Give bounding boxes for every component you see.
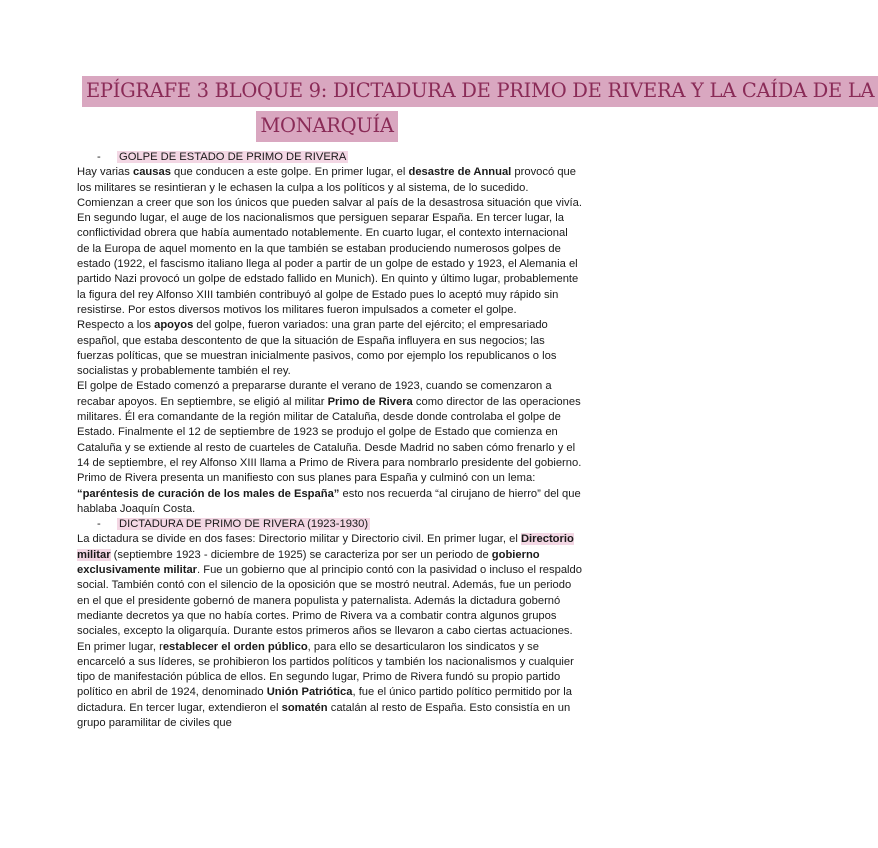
bold-term: Unión Patriótica [266,686,353,699]
text-run: Respecto a los [77,319,155,332]
bullet-dash: - [97,518,101,531]
text-run: El golpe de Estado comenzó a prepararse durante el verano de 1923, cuando se comenzaron a recabar apoyos. En septiembre, se eligió al militar [77,380,552,408]
section-heading-golpe [77,150,582,165]
page-title [82,76,875,146]
title-line-1: EPÍGRAFE 3 BLOQUE 9: DICTADURA DE PRIMO DE RIVERA Y LA CAÍDA DE LA [82,76,878,107]
text-run: La dictadura se divide en dos fases: Directorio militar y Directorio civil. En primer lugar, el [77,533,521,546]
text-run: , fue el único partido político permitido por la dictadura. En tercer lugar, extendieron el [77,686,573,714]
text-run: como director de las operaciones militares. Él era comandante de la región militar de Cataluña, desde donde controlaba el golpe de Estado. Finalmente el 12 de septiembre de 1923 se produjo el golpe de Estado que comienza en Cataluña y se extiende al resto de cuarteles de Cataluña. Desde Madrid no saben cómo frenarlo y el 14 de septiembre, el rey Alfonso XIII llama a Primo de Rivera para nombrarlo presidente del gobierno. Primo de Rivera presenta un manifiesto con sus planes para España y culminó con un lema: [77,395,582,485]
bullet-dash: - [97,151,101,163]
title-line-2: MONARQUÍA [256,111,397,142]
highlighted-term: Directorio militar [77,533,574,561]
bold-term: gobierno exclusivamente militar [77,548,540,577]
text-run: que conducen a este golpe. En primer lugar, el [170,166,409,179]
bold-term: apoyos [154,319,194,332]
document-body [77,150,582,731]
bold-term: Primo de Rivera [327,395,413,408]
text-run: (septiembre 1923 - diciembre de 1925) se caracteriza por ser un periodo de [110,548,492,561]
text-run: Hay varias [77,166,133,179]
text-run: esto nos recuerda “al cirujano de hierro” del que hablaba Joaquín Costa. [77,487,581,515]
section-heading-text: GOLPE DE ESTADO DE PRIMO DE RIVERA [119,151,347,163]
paragraph-preparacion [77,379,582,517]
paragraph-apoyos [77,318,582,379]
bold-term: “paréntesis de curación de los males de España” [77,487,340,500]
bold-term: desastre de Annual [408,166,512,179]
bold-term: causas [132,166,171,179]
paragraph-directorio-militar [77,532,582,731]
bold-term: establecer el orden público [162,640,308,653]
text-run: . Fue un gobierno que al principio contó con la pasividad o incluso el respaldo social. También contó con el silencio de la oposición que se mostró neutral. Además, fue un periodo en el que el presidente gobernó de manera populista y paternalista. Además la dictadura gobernó mediante decretos ya que no había cortes. Primo de Rivera va a combatir contra algunos grupos sociales, excepto la oligarquía. Durante estos primeros años se llevaron a cabo ciertas actuaciones. En primer lugar, r [77,564,582,653]
text-run: del golpe, fueron variados: una gran parte del ejército; el empresariado español, que estaba descontento de que la situación de España influyera en sus negocios; las fuerzas políticas, que se muestran inicialmente pasivos, como por ejemplo los republicanos o los socialistas y probablemente también el rey. [77,319,557,378]
text-run: , para ello se desarticularon los sindicatos y se encarceló a sus líderes, se prohibieron los partidos políticos y también los nacionalismos y cualquier tipo de manifestación pública de ellos. En segundo lugar, Primo de Rivera fundó su propio partido político en abril de 1924, denominado [77,640,574,699]
paragraph-causas [77,165,582,318]
bold-term: somatén [281,701,328,714]
text-run: provocó que los militares se resintieran y le echasen la culpa a los políticos y al sistema, de lo sucedido. Comienzan a creer que son los únicos que pueden salvar al país de la desastrosa situación que vivía. En segundo lugar, el auge de los nacionalismos que persiguen separar España. En tercer lugar, la conflictividad obrera que había aumentado notablemente. En cuarto lugar, el contexto internacional de la Europa de aquel momento en la que también se estaban produciendo numerosos golpes de estado (1922, el fascismo italiano llega al poder a partir de un golpe de estado y 1923, el Alemania el partido Nazi provocó un golpe de edstado fallido en Munich). En quinto y último lugar, probablemente la figura del rey Alfonso XIII también contribuyó al golpe de Estado pues lo aceptó muy rápido sin resistirse. Por estos diversos motivos los militares fueron impulsados a cometer el golpe. [77,166,582,316]
section-heading-dictadura [77,517,582,532]
text-run: catalán al resto de España. Esto consistía en un grupo paramilitar de civiles que [77,701,571,729]
section-heading-text: DICTADURA DE PRIMO DE RIVERA (1923-1930) [119,518,369,531]
